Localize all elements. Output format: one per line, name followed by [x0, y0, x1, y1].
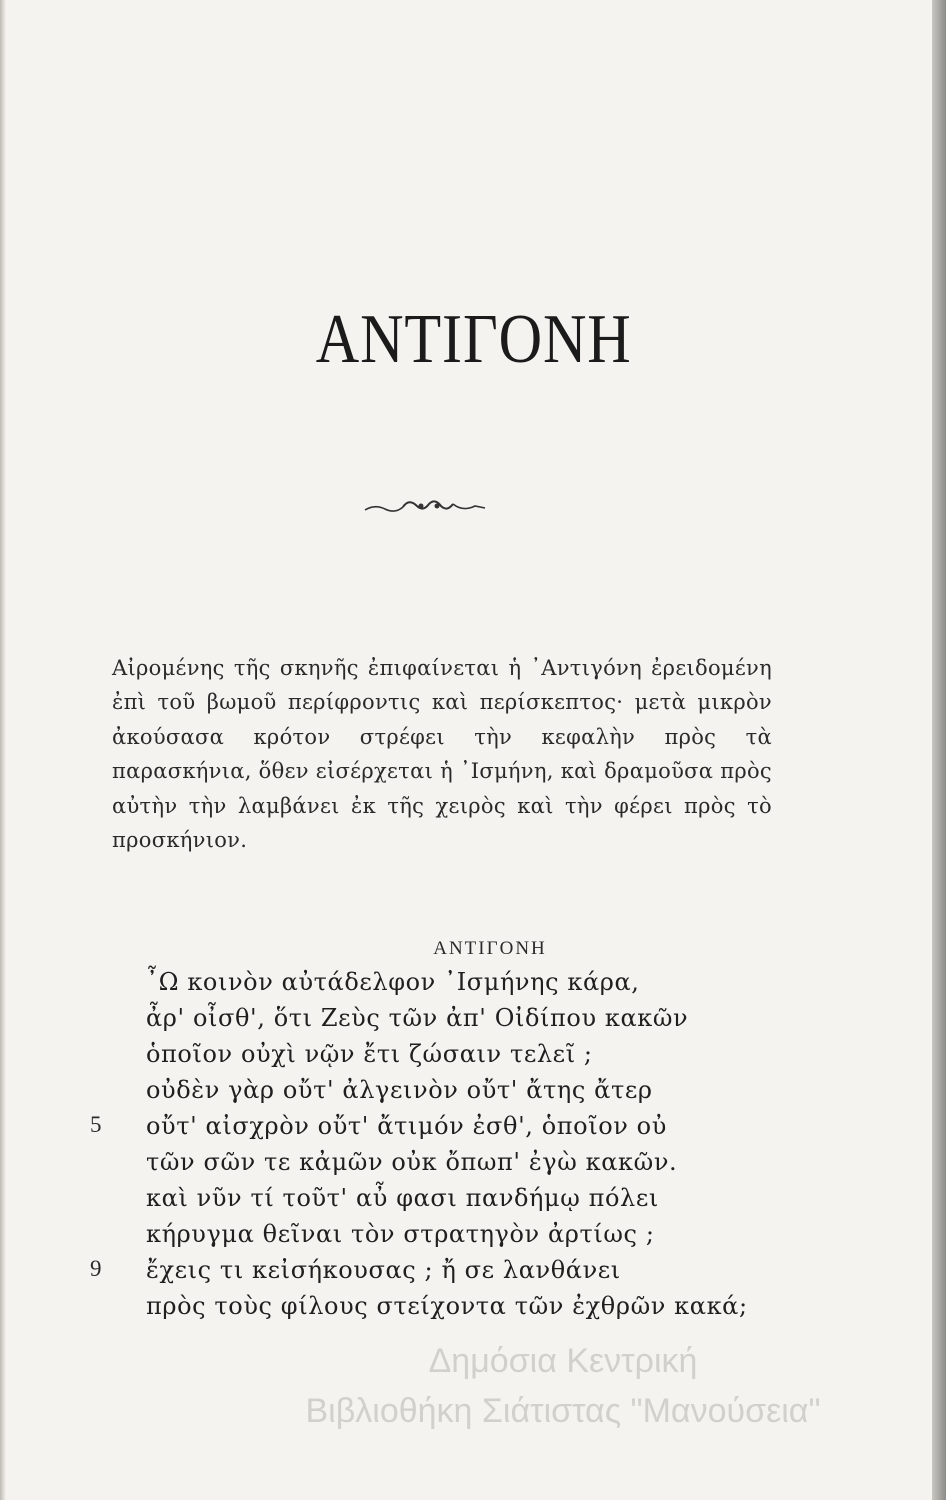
verse-line: ὁποῖον οὐχὶ νῷν ἔτι ζώσαιν τελεῖ ; — [146, 1040, 593, 1068]
ornament-flourish-icon — [363, 494, 487, 518]
line-number: 9 — [90, 1256, 102, 1281]
verse-line: ῏Ω κοινὸν αὐτάδελφον ᾿Ισμήνης κάρα, — [146, 968, 640, 996]
library-watermark-line1: Δημόσια Κεντρική — [428, 1342, 698, 1380]
speaker-name: ΑΝΤΙΓΟΝΗ — [433, 938, 547, 959]
verse-line: κήρυγμα θεῖναι τὸν στρατηγὸν ἀρτίως ; — [146, 1220, 655, 1248]
verse-line: καὶ νῦν τί τοῦτ' αὖ φασι πανδήμῳ πόλει — [146, 1184, 659, 1212]
verse-line: οὔτ' αἰσχρὸν οὔτ' ἄτιμόν ἐσθ', ὁποῖον οὐ — [146, 1112, 667, 1140]
page-title: ΑΝΤΙΓΟΝΗ — [315, 301, 632, 378]
library-watermark-line2: Βιβλιοθήκη Σιάτιστας "Μανούσεια" — [305, 1392, 821, 1430]
stage-direction: Αἰρομένης τῆς σκηνῆς ἐπιφαίνεται ἡ ᾿Αντιγόνη ἐρειδομένη ἐπὶ τοῦ βωμοῦ περίφροντις καὶ περίσκεπτος· μετὰ μικρὸν ἀκούσασα κρότον στρέφει τὴν κεφαλὴν πρὸς τὰ παρασκήνια, ὅθεν εἰσέρχεται ἡ ᾿Ισμήνη, καὶ δραμοῦσα πρὸς αὐτὴν τὴν λαμβάνει ἐκ τῆς χειρὸς καὶ τὴν φέρει πρὸς τὸ προσκήνιον. — [112, 656, 772, 853]
line-number: 5 — [90, 1112, 102, 1137]
page-left-edge — [0, 0, 6, 1500]
verse-line: ἔχεις τι κεἰσήκουσας ; ἤ σε λανθάνει — [146, 1256, 621, 1284]
verse-line: οὐδὲν γὰρ οὔτ' ἀλγεινὸν οὔτ' ἄτης ἄτερ — [146, 1076, 653, 1104]
page-right-edge — [932, 0, 946, 1500]
verse-line: τῶν σῶν τε κἀμῶν οὐκ ὄπωπ' ἐγὼ κακῶν. — [146, 1148, 678, 1176]
verse-line: πρὸς τοὺς φίλους στείχοντα τῶν ἐχθρῶν κακά; — [146, 1292, 748, 1320]
verse-line: ἆρ' οἶσθ', ὅτι Ζεὺς τῶν ἀπ' Οἰδίπου κακῶν — [146, 1004, 689, 1032]
